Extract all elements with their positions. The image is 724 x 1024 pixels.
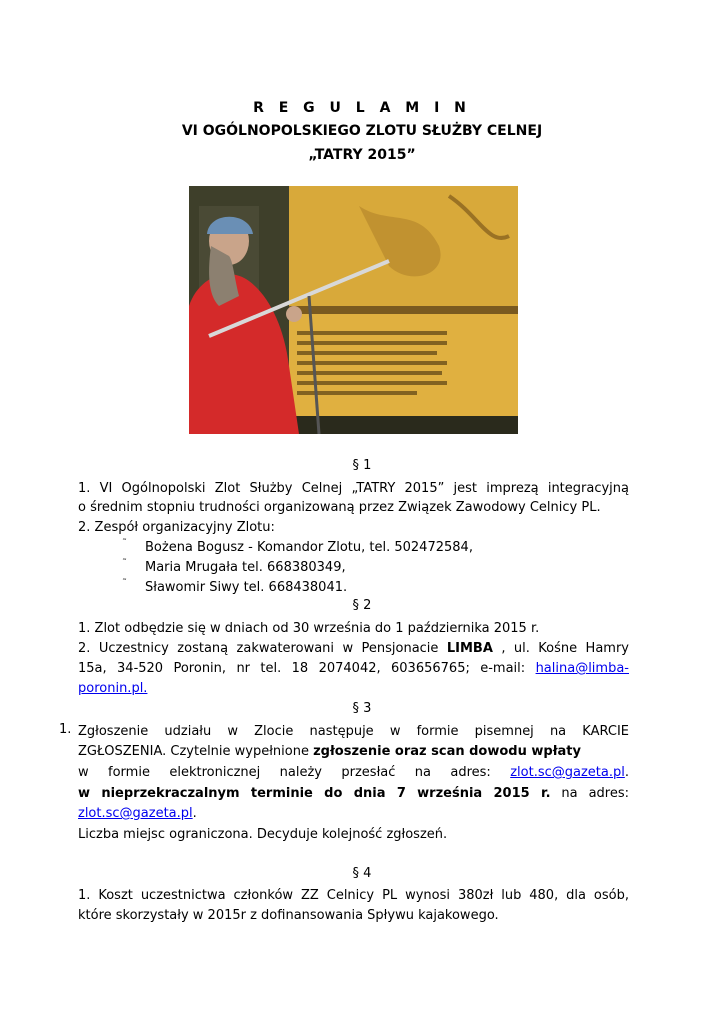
s2-accommodation-text: 2. Uczestnicy zostaną zakwaterowani w Pensjonacie: [78, 641, 447, 656]
doc-event-name: „TATRY 2015”: [308, 147, 416, 163]
doc-subtitle: VI OGÓLNOPOLSKIEGO ZLOTU SŁUŻBY CELNEJ: [181, 123, 543, 139]
s1-paragraph-1-line-1: 1. VI Ogólnopolski Zlot Służby Celnej „TATRY 2015” jest imprezą integracyjną: [78, 481, 629, 496]
s3-deadline: w nieprzekraczalnym terminie do dnia 7 września 2015 r.: [78, 786, 551, 801]
s2-paragraph-1: 1. Zlot odbędzie się w dniach od 30 września do 1 października 2015 r.: [78, 621, 540, 636]
s2-contact-text: 15a, 34-520 Poronin, nr tel. 18 2074042, 603656765; e-mail:: [78, 661, 536, 676]
s3-line-3: [78, 763, 629, 782]
pension-email-link-continued[interactable]: poronin.pl.: [78, 681, 148, 696]
s3-form-text: ZGŁOSZENIA. Czytelnie wypełnione: [78, 744, 314, 759]
section-1-heading: § 1: [352, 458, 372, 473]
s2-address-text: , ul. Kośne Hamry: [492, 641, 629, 656]
section-4-heading: § 4: [352, 866, 372, 881]
event-photo-image: [189, 186, 518, 434]
doc-title: R E G U L A M I N: [253, 100, 471, 116]
s3-address-text: na adres:: [550, 786, 629, 801]
s4-line-1: 1. Koszt uczestnictwa członków ZZ Celnicy PL wynosi 380zł lub 480, dla osób,: [78, 888, 629, 903]
s4-line-2: które skorzystały w 2015r z dofinansowania Spływu kajakowego.: [78, 908, 499, 923]
s3-period-2: .: [192, 806, 197, 821]
s1-paragraph-1-line-2: o średnim stopniu trudności organizowaną przez Związek Zawodowy Celnicy PL.: [78, 500, 601, 515]
pension-name: LIMBA: [446, 641, 493, 656]
s3-list-number: 1.: [59, 722, 72, 737]
s2-paragraph-2-line-2: [78, 659, 629, 678]
section-2-heading: § 2: [352, 598, 372, 613]
bullet-icon: ˜: [122, 578, 127, 589]
section-3-heading: § 3: [352, 701, 372, 716]
registration-email-link-2[interactable]: zlot.sc@gazeta.pl: [78, 806, 193, 821]
s2-paragraph-2-line-3: [78, 679, 147, 698]
organizer-item: Bożena Bogusz - Komandor Zlotu, tel. 502472584,: [145, 540, 473, 555]
s3-line-4: [78, 784, 629, 803]
bullet-icon: ˜: [122, 538, 127, 549]
s3-period: .: [624, 765, 629, 780]
s3-line-5: [78, 804, 197, 823]
event-photo: [189, 186, 518, 434]
s3-line-6: Liczba miejsc ograniczona. Decyduje kolejność zgłoszeń.: [78, 827, 448, 842]
s3-required-documents: zgłoszenie oraz scan dowodu wpłaty: [313, 744, 581, 759]
bullet-icon: ˜: [122, 558, 127, 569]
organizer-item: Sławomir Siwy tel. 668438041.: [145, 580, 348, 595]
organizer-item: Maria Mrugała tel. 668380349,: [145, 560, 346, 575]
s2-paragraph-2-line-1: [78, 639, 629, 658]
registration-email-link[interactable]: zlot.sc@gazeta.pl: [510, 765, 625, 780]
s3-line-1: Zgłoszenie udziału w Zlocie następuje w formie pisemnej na KARCIE: [78, 724, 629, 739]
s3-line-2: [78, 742, 581, 761]
pension-email-link[interactable]: halina@limba-: [535, 661, 629, 676]
s1-paragraph-2: 2. Zespół organizacyjny Zlotu:: [78, 520, 275, 535]
s3-send-text: w formie elektronicznej należy przesłać na adres:: [78, 765, 511, 780]
